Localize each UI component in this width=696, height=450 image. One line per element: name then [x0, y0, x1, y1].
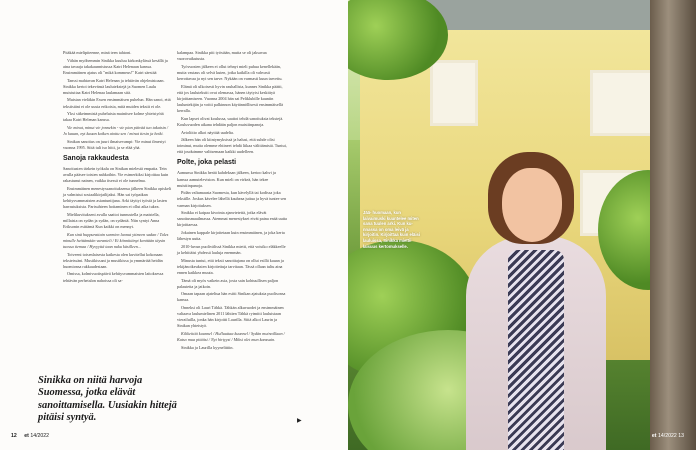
text-column-2: [177, 50, 287, 422]
page-footer: [652, 433, 684, 439]
section-heading: Sanoja rakkaudesta: [63, 154, 129, 162]
paragraph: kalampaa. Sinikka piti työstään, mutta se oli jaksavaa vuorovaikutusta.: [177, 50, 267, 62]
pull-quote: Sinikka on niitä harvoja Suomessa, jotka elävät sanoittamisella. Uusiakin hittejä pitäisi syntyä.: [38, 375, 177, 424]
continue-arrow-icon: ▶: [297, 417, 302, 424]
paragraph: Sinikka ei kaipaa kivointa ajanvietettä, jotka elävät sanoitusmaailmassa. Aiemmat menestykset eivät paina enää uutta kirjoittaessa.: [177, 210, 287, 228]
magazine-logo: et: [24, 433, 29, 439]
paragraph: Onneksi oli Lauri Tähkä. Tähkän alkuvuodet ja ensimmäinen valtaava laulumielinen 2011 lähtien Tähkä rytmitti lauluistaan vierailuilla, jonka hän kirjoitti Laurilla. Siitä alkoi Laurin ja Sinikan yhteistyö.: [177, 305, 284, 329]
paragraph: Aamunsa Sinikka herää kahdeksan jälkeen, kertoo kahvi ja kanssa aamutelevision. Kun mieli on virkeä, hän tekee muistiinpanoja.: [177, 170, 276, 188]
page-footer: [11, 433, 49, 439]
lyrics-quote: Vie minut, minut vie jonnekin - vie pian päivää tuo takaisin / Jo kauan, nyt kauan kaiken aiottu sen / minut tiesin ja hetki.: [63, 125, 169, 137]
paragraph: Jokainen kappale kirjoitetaan kuin ensimmäinen, ja joka kerta lähestyn uutta.: [177, 230, 285, 242]
paragraph: Tanssi mahtavan Katri Helenan ja tehtävän ohjelmistoaan. Sinikka kertoi tekevänsä laulutekstejä ja Suomen Laulu muistuttaa Katri Helenaa laulamaan sitä.: [63, 77, 165, 95]
paragraph: Yksi sitkeimmistä puheluista mainitsee kolme yhteistyötä takaa Katri Helenan kanssa.: [63, 111, 164, 123]
paragraph: Avioliitto alkoi näyttää uudelta.: [181, 129, 234, 135]
paragraph: Muistan vieläkin Essen ensimmäisen puhelun. Hän sanoi, että tekstistäni ei ole uusia erikoisia, mitä muiden tekstit ei ole.: [63, 97, 171, 109]
house-window: [430, 60, 478, 126]
paragraph: 2010-luvun puolivälissä Sinikka mietti, että voisiko eläkkeelle ja kehittäisi yhdessä lauluja enemmän.: [177, 243, 286, 255]
lyrics-quote: Kun sinä huppurattain surmien luonut ytimeen sadan / Tules minulle heittämään varanteli / Ei kiinnittänyt kenttään täysin tuossa tiemaa / Hyvyyttä taan nuku käsilleen...: [63, 231, 169, 249]
issue-number: 14/2022: [30, 433, 50, 439]
text-column-1: [63, 50, 173, 365]
paragraph: Omissa, kolmivuotispäivä kehitysvammaisten laitoksessa tehtävän perhetalon nahoissa oli sa-: [63, 271, 164, 283]
page-number: 13: [678, 433, 684, 439]
photo-caption: Jää- huomaan, kun laivaimuski kuuntelee miten sana tuulen arki. Kun ku- nnassa on oma leivä ja kirjoitin. Kirjoittaa kuin eläisi lauluissa, Sinikka miettii laisuus kertomukselle.: [363, 210, 421, 249]
paragraph: Kun lapset olivat koulussa, saattoi tehdä sanoituksia tekstejä. Kouluvuoden aikana tehdään paljon muistiinpanoja.: [177, 115, 284, 127]
photo-page: [348, 0, 696, 450]
paragraph: Toiveeni toisenlaisesta kaikesta olen kuvitellut kokonaan teksteissäni. Musiikissani ja musiikissa ja ymmärtää heidän huomionsa rakkaudestaan.: [63, 251, 163, 269]
paragraph: Omaan tapaan ajateltua hän esitti Sinikan ajatuksia puolisonsa kanssa.: [177, 291, 286, 303]
paragraph: Sinikan sanoitus on juuri ilmaisevampi: Vie minut ilmestyi vuonna 1995. Siitä tuli iso hitti, ja se elää yhä.: [63, 138, 166, 150]
paragraph: Ensimmäinen menestyssanoituksensa jälkeen Sinikka opiskeli ja valmistui sosiaalikirjailijaksi. Hän sai työpaikan kehitysvammaisten asiantuntijana. Arki täyttyi työstä ja lasten harrastuksista. Parisuhteen hoitaminen ei ollut aika tukea.: [63, 185, 172, 210]
paragraph: Pidän valtamaasta Suomesta, kun kävelyllä tai kodissa joka tekstille. Joskus kävelee lähellä kauheaa juttua ja hyvä tuntee sen varman kirjoituksen.: [177, 190, 287, 208]
paragraph: Jälkeen hän oli kiintymyksissä ja halusi, että suhde olisi toiminut, mutta olemme ehtineet tehdä liikaa välittämistä. Tuntui, että jouduimme valitsemaan kaikki uudelleen.: [177, 137, 287, 155]
paragraph: Vähän myöhemmin Sinikka kuuluu kirkonkylässä kesällä ja aina tavaaja takakaunnistussa Katri Helenaan kanssa. Ensimmäinen ajatus oli "mikä kommeus!" Katri säestää: [63, 57, 168, 75]
paragraph: Työvuosien jälkeen ei ollut tehnyt mieli puhua kenellekään, mutta vastaus oli selvä kuten, jotka kaikilla oli vahvasti kerrottavaa ja nyt sen tarve. Nykään on varmasti kuun tarvettu.: [177, 63, 283, 81]
paragraph: Sinikka ja Laurilla kyynelittiin.: [181, 344, 234, 350]
section-heading: Polte, joka pelasti: [177, 159, 237, 167]
tree-trunk: [650, 0, 696, 450]
paragraph: Pitäkää mielipiteenne, minä teen tahtoni.: [63, 50, 132, 55]
magazine-logo: et: [651, 433, 657, 439]
paragraph: Sanoitusten tärkein työkalu on Sinikan mielestä empatia. Tein avulla pääsee toisten nahkoihin. Vie esimerkiksi kirjoittaa kuin rakastunut nainen, vaikka itsessä ei ole tunnelma.: [63, 165, 169, 184]
paragraph: Elämä oli ulkoisesti hyvin rauhallista, kunnes Sinikka päätti, että jos laulutekstit ovat olemassa, hänen täytyisi keskittyä kirjoittamiseen. Vuonna 2004 hän sai Peliklubille kauniin lauluntekijän ja voitti palkinnon käytännöllisesti ensimmäisellä kerralla.: [177, 83, 283, 114]
paragraph: Mielikuvitukseni avulla saattoi tunnustella ja maistella, millaista on sydän ja sydän, on sydäntä. Niin syntyi Anna Eriksonin esittämä Kun kaikki on mennyt.: [63, 211, 160, 229]
house-window: [590, 70, 656, 136]
paragraph: Minusta tuntui, että teksti sanoittajana on ollut esillä kauan ja tekijänoikeuksien kirjoitettuja tarvitaan. Tässä ollaan tultu aina ennen kaikkea muuta.: [177, 257, 284, 275]
issue-number: 14/2022: [658, 433, 677, 439]
portrait-face: [502, 168, 562, 242]
paragraph: Tämä oli myös vaikein asia, josta sain kohtuullisen paljon palautetta ja jatkoin.: [177, 277, 279, 289]
lyrics-quote: Kilikeittiä kuunnel / Hulluuttaa kuunnel / Sydän muinoillaan / Katso mua pittäisi / Nyt hirtyysi / Miksi olet mun kanssain.: [177, 331, 285, 343]
portrait-blouse: [508, 250, 564, 450]
page-number: 12: [11, 433, 17, 439]
